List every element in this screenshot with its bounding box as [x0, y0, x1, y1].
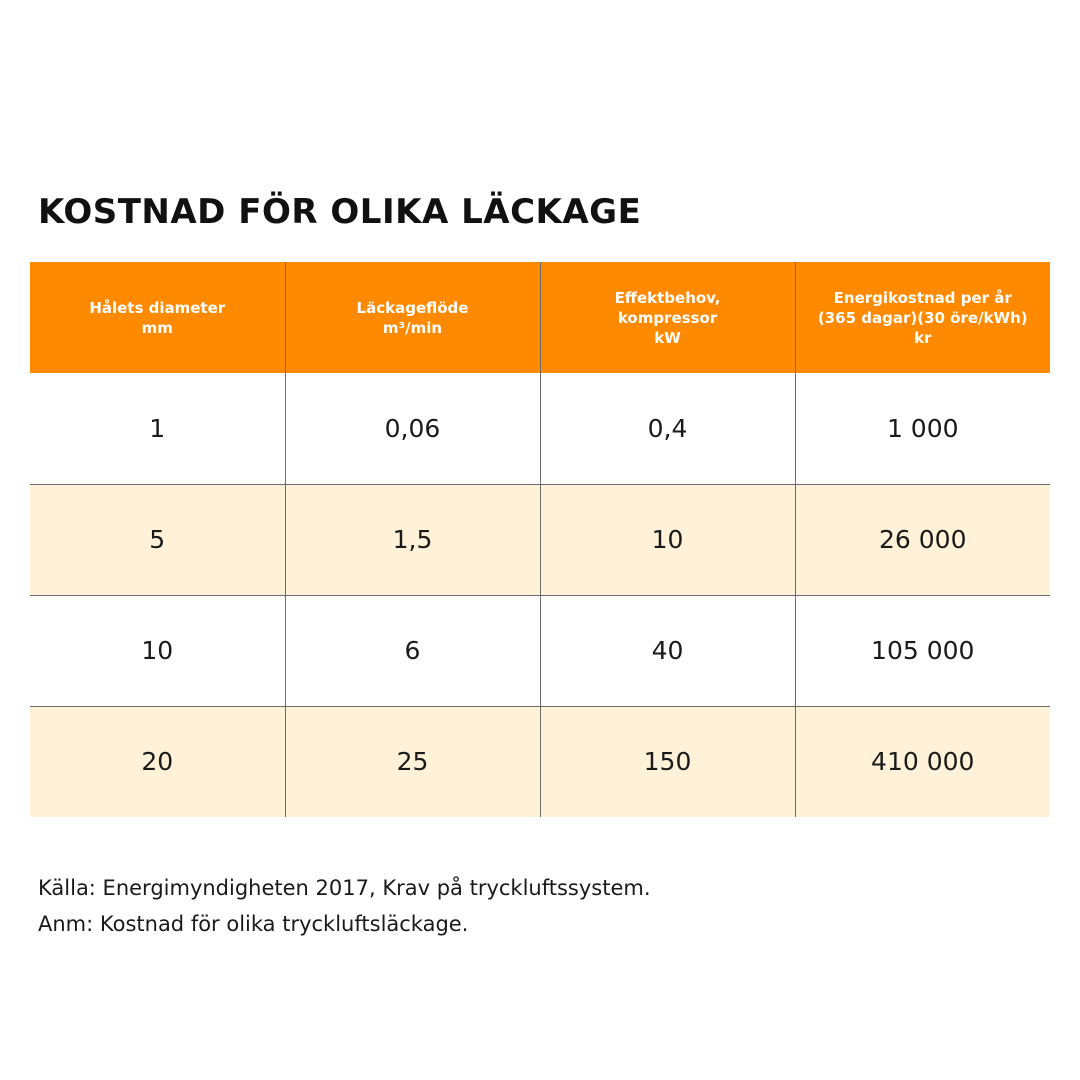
cell-power-demand: 0,4 — [540, 373, 795, 484]
cell-leak-flow: 1,5 — [285, 484, 540, 595]
cell-hole-diameter: 10 — [30, 595, 285, 706]
header-hole-diameter: Hålets diameter mm — [30, 262, 285, 373]
table-row — [30, 595, 1050, 706]
leakage-cost-table — [30, 262, 1050, 817]
cell-energy-cost: 26 000 — [795, 484, 1050, 595]
cell-power-demand: 10 — [540, 484, 795, 595]
cell-hole-diameter: 1 — [30, 373, 285, 484]
cell-leak-flow: 25 — [285, 706, 540, 817]
cell-hole-diameter: 5 — [30, 484, 285, 595]
cell-hole-diameter: 20 — [30, 706, 285, 817]
cell-energy-cost: 105 000 — [795, 595, 1050, 706]
cell-energy-cost: 410 000 — [795, 706, 1050, 817]
cell-leak-flow: 6 — [285, 595, 540, 706]
table-row — [30, 706, 1050, 817]
source-note: Källa: Energimyndigheten 2017, Krav på tryckluftssystem. — [38, 876, 651, 900]
cell-energy-cost: 1 000 — [795, 373, 1050, 484]
header-power-demand: Effektbehov, kompressor kW — [540, 262, 795, 373]
page-title: KOSTNAD FÖR OLIKA LÄCKAGE — [38, 192, 642, 232]
table-header-row — [30, 262, 1050, 373]
remark-note: Anm: Kostnad för olika tryckluftsläckage. — [38, 912, 469, 936]
header-leak-flow: Läckageflöde m³/min — [285, 262, 540, 373]
cell-power-demand: 150 — [540, 706, 795, 817]
cell-leak-flow: 0,06 — [285, 373, 540, 484]
footnotes — [38, 870, 651, 942]
table-row — [30, 373, 1050, 484]
cell-power-demand: 40 — [540, 595, 795, 706]
table-row — [30, 484, 1050, 595]
header-energy-cost: Energikostnad per år (365 dagar)(30 öre/kWh) kr — [795, 262, 1050, 373]
